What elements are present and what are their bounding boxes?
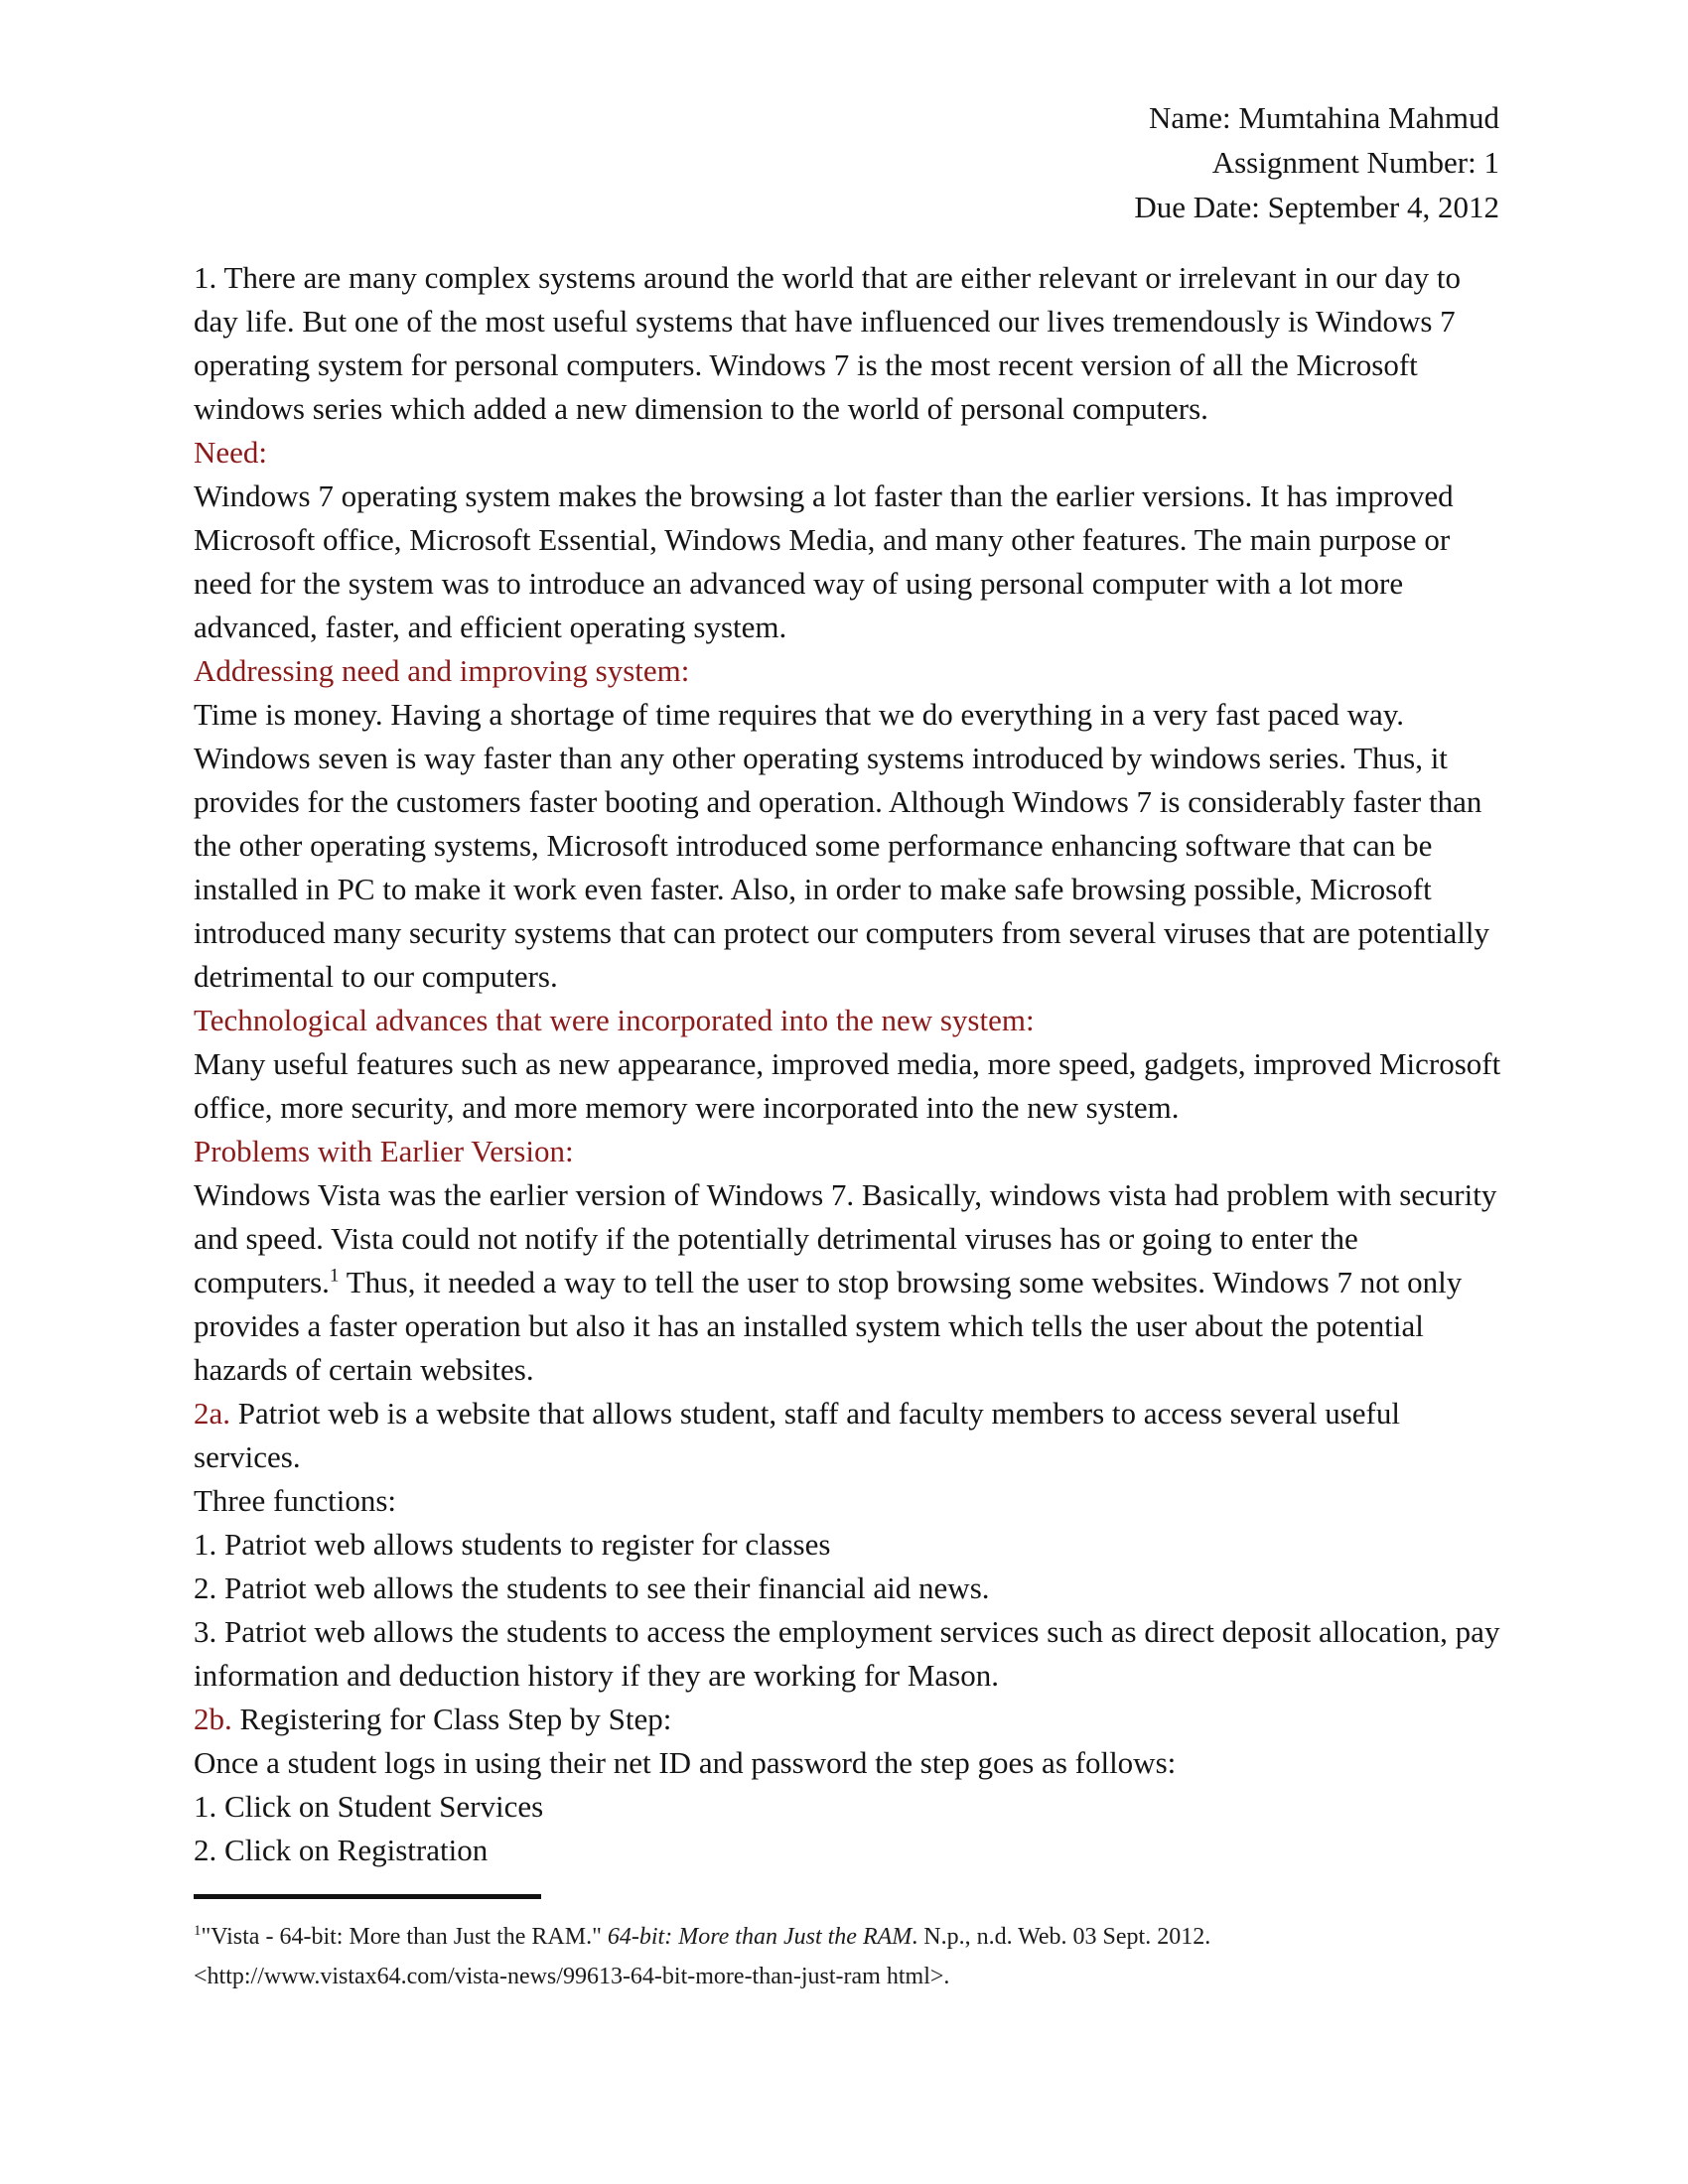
need-paragraph: Windows 7 operating system makes the browsing a lot faster than the earlier versions. It has improved Microsoft office, Microsoft Essential, Windows Media, and many other features. The main purpose or need for the system was to introduce an advanced way of using personal computer with a lot more advanced, faster, and efficient operating system. [194, 478, 1454, 644]
technological-advances-paragraph: Many useful features such as new appearance, improved media, more speed, gadgets, improved Microsoft office, more security, and more memory were incorporated into the new system. [194, 1046, 1501, 1125]
heading-need: Need: [194, 435, 268, 470]
header-due-date-line: Due Date: September 4, 2012 [1134, 190, 1499, 224]
footnote-citation [194, 1917, 1509, 1996]
question-2b-paragraph [194, 1698, 1509, 1741]
question-2b-label: 2b. [194, 1702, 232, 1736]
question-2b-text: Registering for Class Step by Step: [231, 1702, 672, 1736]
footnote-separator-rule [194, 1894, 541, 1899]
problems-text-before-ref: Windows Vista was the earlier version of Windows 7. Basically, windows vista had problem with security and speed. Vista could not notify if the potentially detrimental viruses has or going to enter the computers. [194, 1177, 1497, 1299]
document-body [194, 256, 1509, 1872]
header-assignment-line: Assignment Number: 1 [1211, 145, 1499, 180]
three-functions-line: Three functions: [194, 1483, 397, 1518]
function-item-2: 2. Patriot web allows the students to see their financial aid news. [194, 1570, 990, 1605]
footnote-reference-marker: 1 [329, 1265, 340, 1287]
function-item-3: 3. Patriot web allows the students to access the employment services such as direct deposit allocation, pay information and deduction history if they are working for Mason. [194, 1614, 1500, 1693]
function-item-1: 1. Patriot web allows students to register for classes [194, 1527, 831, 1562]
step-item-1: 1. Click on Student Services [194, 1789, 544, 1824]
heading-addressing-need: Addressing need and improving system: [194, 653, 690, 688]
step-item-2: 2. Click on Registration [194, 1833, 489, 1867]
footnote-italic-title: 64-bit: More than Just the RAM [607, 1924, 913, 1950]
problems-text-after-ref: Thus, it needed a way to tell the user to stop browsing some websites. Windows 7 not only provides a faster operation but also it has an installed system which tells the user about the potential hazards of certain websites. [194, 1265, 1463, 1387]
footnote-quoted-title: "Vista - 64-bit: More than Just the RAM." [201, 1924, 608, 1950]
heading-problems-earlier-version: Problems with Earlier Version: [194, 1134, 574, 1168]
question-2a-label: 2a. [194, 1396, 231, 1431]
footnote-publication-info: . N.p., n.d. Web. 03 Sept. 2012. <http://www.vistax64.com/vista-news/99613-64-bit-more-than-just-ram html>. [194, 1924, 1211, 1989]
steps-intro-line: Once a student logs in using their net ID and password the step goes as follows: [194, 1745, 1177, 1780]
intro-paragraph: 1. There are many complex systems around the world that are either relevant or irrelevant in our day to day life. But one of the most useful systems that have influenced our lives tremendously is Windows 7 operating system for personal computers. Windows 7 is the most recent version of all the Microsoft windows series which added a new dimension to the world of personal computers. [194, 260, 1461, 426]
question-2a-paragraph [194, 1392, 1509, 1479]
footnote-number: 1 [194, 1923, 202, 1939]
header-name-line: Name: Mumtahina Mahmud [1149, 100, 1499, 135]
addressing-need-paragraph: Time is money. Having a shortage of time requires that we do everything in a very fast paced way. Windows seven is way faster than any other operating systems introduced by windows series. Thus, it provides for the customers faster booting and operation. Although Windows 7 is considerably faster than the other operating systems, Microsoft introduced some performance enhancing software that can be installed in PC to make it work even faster. Also, in order to make safe browsing possible, Microsoft introduced many security systems that can protect our computers from several viruses that are potentially detrimental to our computers. [194, 697, 1490, 994]
document-header [1134, 95, 1499, 229]
question-2a-text: Patriot web is a website that allows student, staff and faculty members to access several useful services. [194, 1396, 1400, 1474]
problems-paragraph [194, 1173, 1509, 1392]
footnote-area [194, 1894, 1509, 1996]
heading-technological-advances: Technological advances that were incorporated into the new system: [194, 1003, 1035, 1037]
